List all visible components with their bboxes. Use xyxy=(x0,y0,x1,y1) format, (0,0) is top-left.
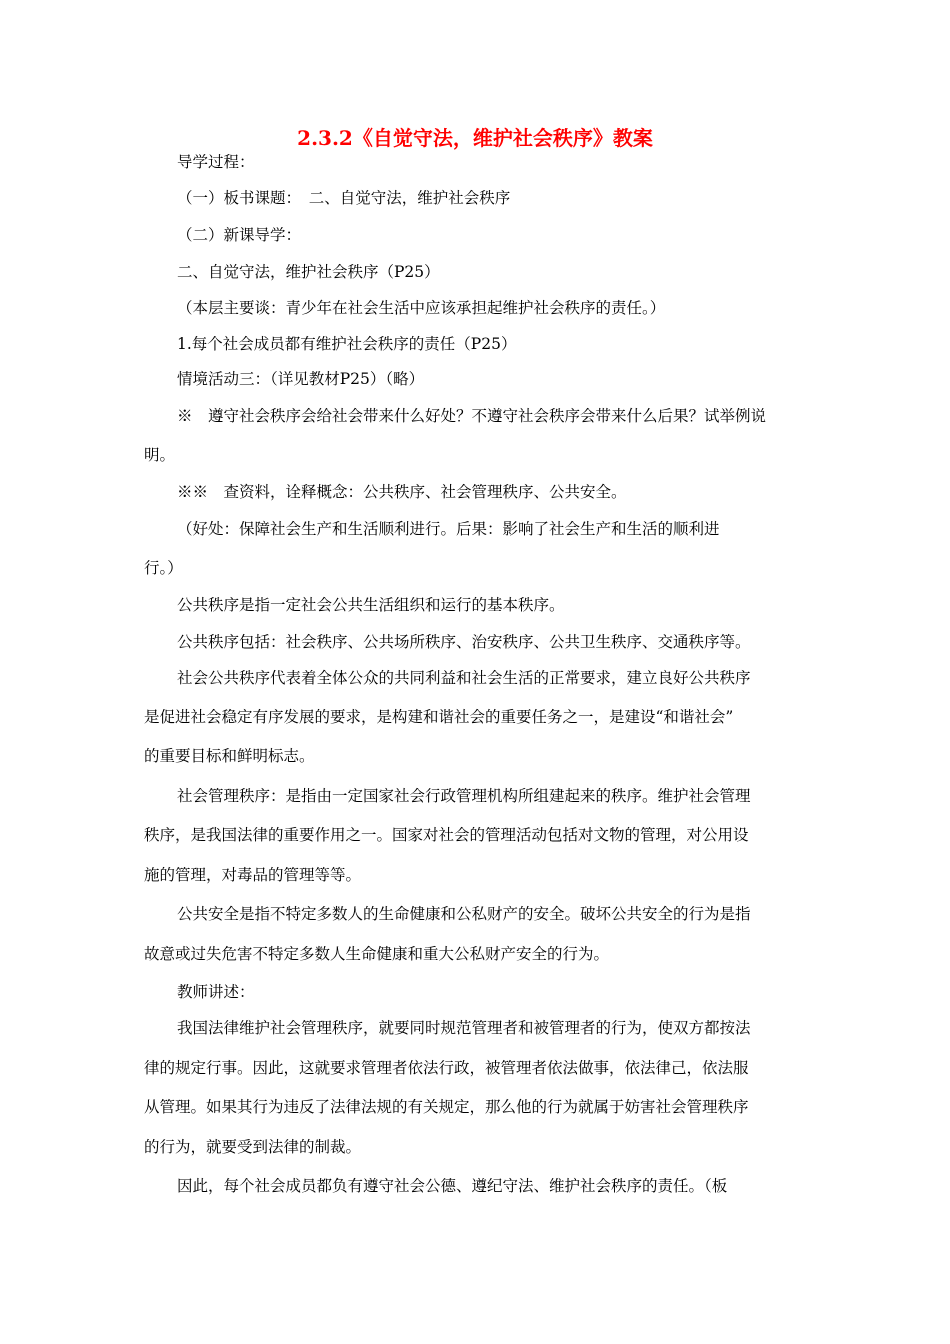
paragraph-line: 教师讲述： xyxy=(177,983,255,1001)
paragraph-line: 律的规定行事。因此，这就要求管理者依法行政，被管理者依法做事，依法律己，依法服 xyxy=(144,1059,749,1077)
paragraph-line: 的行为，就要受到法律的制裁。 xyxy=(144,1138,362,1156)
paragraph-line: 明。 xyxy=(144,446,176,464)
paragraph-line: ※ 遵守社会秩序会给社会带来什么好处？不遵守社会秩序会带来什么后果？试举例说 xyxy=(177,407,767,425)
paragraph-line: （本层主要谈：青少年在社会生活中应该承担起维护社会秩序的责任。） xyxy=(177,299,666,317)
paragraph-line: 情境活动三：（详见教材P25）（略） xyxy=(177,370,425,388)
paragraph-line: 施的管理，对毒品的管理等等。 xyxy=(144,866,362,884)
paragraph-line: （好处：保障社会生产和生活顺利进行。后果：影响了社会生产和生活的顺利进 xyxy=(177,520,720,538)
paragraph-line: 是促进社会稳定有序发展的要求，是构建和谐社会的重要任务之一，是建设“和谐社会” xyxy=(144,708,734,726)
paragraph-line: 社会公共秩序代表着全体公众的共同利益和社会生活的正常要求，建立良好公共秩序 xyxy=(177,669,751,687)
paragraph-line: 1.每个社会成员都有维护社会秩序的责任（P25） xyxy=(177,335,517,353)
paragraph-line: 社会管理秩序：是指由一定国家社会行政管理机构所组建起来的秩序。维护社会管理 xyxy=(177,787,751,805)
paragraph-line: 二、自觉守法，维护社会秩序（P25） xyxy=(177,263,440,281)
paragraph-line: 从管理。如果其行为违反了法律法规的有关规定，那么他的行为就属于妨害社会管理秩序 xyxy=(144,1098,749,1116)
paragraph-line: 公共秩序包括：社会秩序、公共场所秩序、治安秩序、公共卫生秩序、交通秩序等。 xyxy=(177,633,751,651)
paragraph-line: 导学过程： xyxy=(177,153,255,171)
paragraph-line: 因此，每个社会成员都负有遵守社会公德、遵纪守法、维护社会秩序的责任。（板 xyxy=(177,1177,728,1195)
paragraph-line: 公共安全是指不特定多数人的生命健康和公私财产的安全。破坏公共安全的行为是指 xyxy=(177,905,751,923)
document-title: 2.3.2《自觉守法，维护社会秩序》教案 xyxy=(297,126,653,150)
paragraph-line: 公共秩序是指一定社会公共生活组织和运行的基本秩序。 xyxy=(177,596,565,614)
paragraph-line: （二）新课导学： xyxy=(177,226,302,244)
paragraph-line: ※※ 查资料，诠释概念：公共秩序、社会管理秩序、公共安全。 xyxy=(177,483,627,501)
paragraph-line: 故意或过失危害不特定多数人生命健康和重大公私财产安全的行为。 xyxy=(144,945,610,963)
paragraph-line: 行。） xyxy=(144,559,183,577)
paragraph-line: 我国法律维护社会管理秩序，就要同时规范管理者和被管理者的行为，使双方都按法 xyxy=(177,1019,751,1037)
paragraph-line: （一）板书课题： 二、自觉守法，维护社会秩序 xyxy=(177,189,511,207)
paragraph-line: 秩序，是我国法律的重要作用之一。国家对社会的管理活动包括对文物的管理，对公用设 xyxy=(144,826,749,844)
paragraph-line: 的重要目标和鲜明标志。 xyxy=(144,747,315,765)
